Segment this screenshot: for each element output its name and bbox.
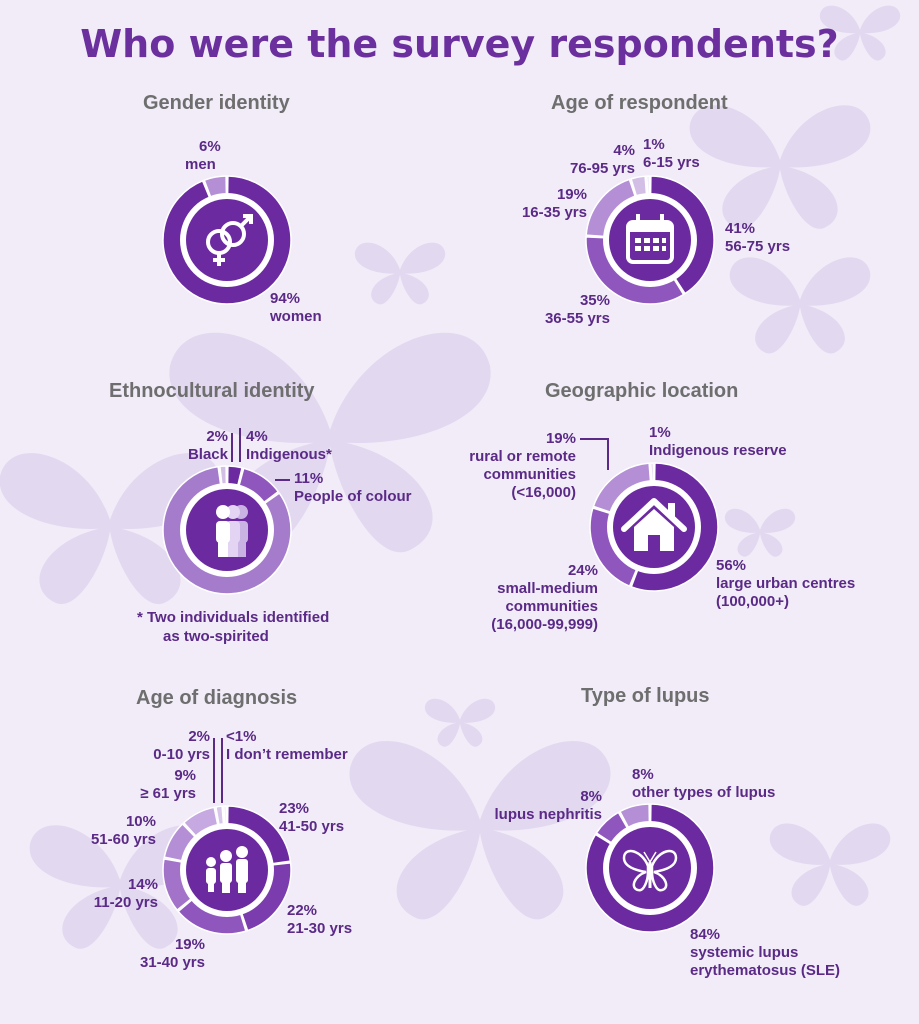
age-title: Age of respondent [551,92,728,114]
age-16-35-label: 19% 16-35 yrs [521,186,587,221]
age-6-15-label: 1% 6-15 yrs [643,136,700,171]
ethno-black-label: 2% Black [187,428,228,463]
ethno-indigenous-label: 4% Indigenous* [246,428,332,463]
diag-21-30-label: 22% 21-30 yrs [287,902,353,937]
diag-61-label: 9% ≥ 61 yrs [140,767,196,802]
ethno-footnote: * Two individuals identified as two-spirited [137,609,330,645]
gender-men-label: 6% men [185,138,221,173]
diag-0-10-label: 2% 0-10 yrs [153,728,210,763]
age-56-75-label: 41% 56-75 yrs [725,220,791,255]
geo-reserve-label: 1% Indigenous reserve [649,424,787,459]
age-36-55-label: 35% 36-55 yrs [544,292,610,327]
diag-11-20-label: 14% 11-20 yrs [93,876,158,911]
gender-title: Gender identity [143,92,290,114]
donut-center [186,199,268,281]
age-76-95-label: 4% 76-95 yrs [569,142,635,177]
diag-dont-remember-label: <1% I don’t remember [226,728,348,763]
lupus-sle-label: 84% systemic lupus erythematosus (SLE) [690,926,841,979]
diag-31-40-label: 19% 31-40 yrs [139,936,205,971]
people-icon [216,505,248,557]
diag-51-60-label: 10% 51-60 yrs [90,813,156,848]
lupus-title: Type of lupus [581,685,710,707]
diagnosis-title: Age of diagnosis [136,687,298,709]
geo-title: Geographic location [545,380,739,402]
gender-women-label: 94% women [270,290,322,325]
lupus-nephritis-label: 8% lupus nephritis [494,788,602,823]
page-title: Who were the survey respondents? [80,22,839,66]
lupus-other-label: 8% other types of lupus [632,766,776,801]
geo-small-label: 24% small-medium communities (16,000-99,999) [491,562,598,633]
ethno-colour-label: 11% People of colour [294,470,412,505]
diag-41-50-label: 23% 41-50 yrs [279,800,345,835]
geo-urban-label: 56% large urban centres (100,000+) [716,557,856,610]
gender-donut [163,176,291,304]
leader-line [580,439,608,470]
geo-rural-label: 19% rural or remote communities (<16,000) [469,430,576,501]
ethno-title: Ethnocultural identity [109,380,315,402]
